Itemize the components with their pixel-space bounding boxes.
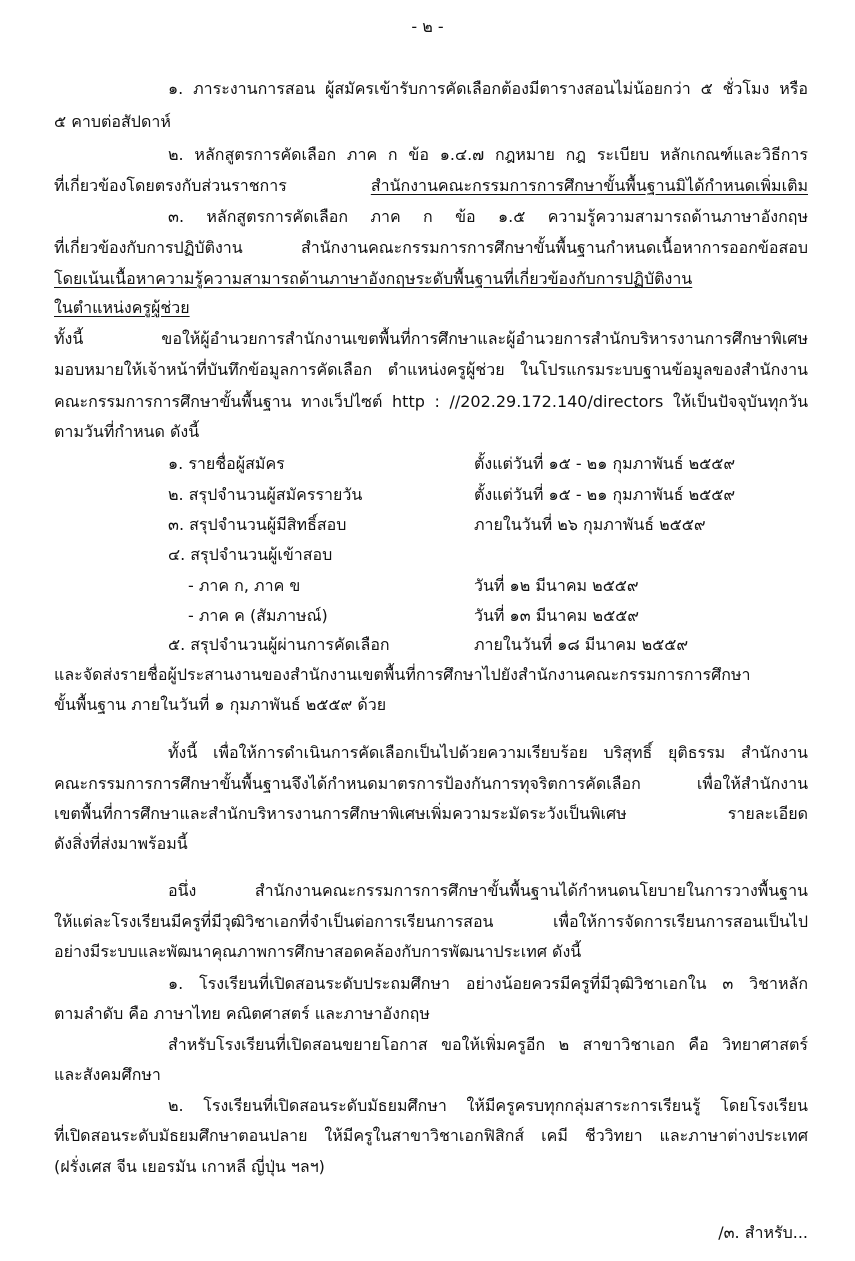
policy-1-line-2: ตามลำดับ คือ ภาษาไทย คณิตศาสตร์ และภาษาอังกฤษ — [54, 1004, 430, 1023]
item-2-line-2 — [54, 175, 808, 197]
para2-line-2: ขั้นพื้นฐาน ภายในวันที่ ๑ กุมภาพันธ์ ๒๕๕๙ ด้วย — [54, 695, 387, 714]
schedule-label-1: ๑. รายชื่อผู้สมัคร — [168, 454, 285, 473]
schedule-label-4: ๔. สรุปจำนวนผู้เข้าสอบ — [168, 545, 333, 564]
para4-line-2: ให้แต่ละโรงเรียนมีครูที่มีวุฒิวิชาเอกที่จำเป็นต่อการเรียนการสอน เพื่อให้การจัดการเรียนการสอนเป็นไป — [54, 912, 808, 931]
para1-line-2: มอบหมายให้เจ้าหน้าที่บันทึกข้อมูลการคัดเลือก ตำแหน่งครูผู้ช่วย ในโปรแกรมระบบฐานข้อมูลของสำนักงาน — [54, 360, 808, 379]
continuation-marker: /๓. สำหรับ... — [718, 1223, 808, 1242]
schedule-date-2: ตั้งแต่วันที่ ๑๕ - ๒๑ กุมภาพันธ์ ๒๕๕๙ — [474, 485, 736, 504]
para1-line-3: คณะกรรมการการศึกษาขั้นพื้นฐาน ทางเว็ปไซต์ http : //202.29.172.140/directors ให้เป็นปัจจุบันทุกวัน — [54, 392, 808, 411]
schedule-sub-date-1: วันที่ ๑๒ มีนาคม ๒๕๕๙ — [474, 576, 639, 595]
para4-line-1: อนึ่ง สำนักงานคณะกรรมการการศึกษาขั้นพื้นฐานได้กำหนดนโยบายในการวางพื้นฐาน — [168, 881, 808, 900]
schedule-date-3: ภายในวันที่ ๒๖ กุมภาพันธ์ ๒๕๕๙ — [474, 515, 706, 534]
item-2-line-2-text: ที่เกี่ยวข้องโดยตรงกับส่วนราชการ — [54, 176, 287, 195]
page-number: - ๒ - — [411, 17, 444, 36]
para1-line-4: ตามวันที่กำหนด ดังนี้ — [54, 422, 200, 441]
policy-1b-line-1: สำหรับโรงเรียนที่เปิดสอนขยายโอกาส ขอให้เพิ่มครูอีก ๒ สาขาวิชาเอก คือ วิทยาศาสตร์ — [168, 1035, 808, 1054]
item-3-line-4: ในตำแหน่งครูผู้ช่วย — [54, 298, 190, 317]
para2-line-1: และจัดส่งรายชื่อผู้ประสานงานของสำนักงานเขตพื้นที่การศึกษาไปยังสำนักงานคณะกรรมการการศึกษา — [54, 665, 751, 684]
para3-line-1: ทั้งนี้ เพื่อให้การดำเนินการคัดเลือกเป็นไปด้วยความเรียบร้อย บริสุทธิ์ ยุติธรรม สำนักงาน — [168, 743, 808, 762]
schedule-label-5: ๕. สรุปจำนวนผู้ผ่านการคัดเลือก — [168, 635, 390, 654]
schedule-sub-date-2: วันที่ ๑๓ มีนาคม ๒๕๕๙ — [474, 606, 640, 625]
item-3-line-1: ๓. หลักสูตรการคัดเลือก ภาค ก ข้อ ๑.๕ ความรู้ความสามารถด้านภาษาอังกฤษ — [168, 207, 808, 226]
item-2-line-1: ๒. หลักสูตรการคัดเลือก ภาค ก ข้อ ๑.๔.๗ กฎหมาย กฎ ระเบียบ หลักเกณฑ์และวิธีการ — [168, 145, 808, 164]
schedule-date-1: ตั้งแต่วันที่ ๑๕ - ๒๑ กุมภาพันธ์ ๒๕๕๙ — [474, 454, 736, 473]
policy-2-line-3: (ฝรั่งเศส จีน เยอรมัน เกาหลี ญี่ปุ่น ฯลฯ) — [54, 1157, 325, 1176]
policy-2-line-1: ๒. โรงเรียนที่เปิดสอนระดับมัธยมศึกษา ให้มีครูครบทุกกลุ่มสาระการเรียนรู้ โดยโรงเรียน — [168, 1096, 808, 1115]
para4-line-3: อย่างมีระบบและพัฒนาคุณภาพการศึกษาสอดคล้องกับการพัฒนาประเทศ ดังนี้ — [54, 942, 582, 961]
item-1-line-2: ๕ คาบต่อสัปดาห์ — [54, 112, 171, 131]
para3-line-2: คณะกรรมการการศึกษาขั้นพื้นฐานจึงได้กำหนดมาตรการป้องกันการทุจริตการคัดเลือก เพื่อให้สำนักงาน — [54, 774, 808, 793]
schedule-sub-label-1: - ภาค ก, ภาค ข — [188, 576, 301, 595]
item-3-line-3: โดยเน้นเนื้อหาความรู้ความสามารถด้านภาษาอังกฤษระดับพื้นฐานที่เกี่ยวข้องกับการปฏิบัติงาน — [54, 269, 693, 288]
schedule-date-5: ภายในวันที่ ๑๘ มีนาคม ๒๕๕๙ — [474, 635, 689, 654]
schedule-label-3: ๓. สรุปจำนวนผู้มีสิทธิ์สอบ — [168, 515, 347, 534]
para3-line-3: เขตพื้นที่การศึกษาและสำนักบริหารงานการศึกษาพิเศษเพิ่มความระมัดระวังเป็นพิเศษ รายละเอียด — [54, 804, 808, 823]
schedule-label-2: ๒. สรุปจำนวนผู้สมัครรายวัน — [168, 485, 363, 504]
para3-line-4: ดังสิ่งที่ส่งมาพร้อมนี้ — [54, 834, 188, 853]
para1-line-1: ทั้งนี้ ขอให้ผู้อำนวยการสำนักงานเขตพื้นที่การศึกษาและผู้อำนวยการสำนักบริหารงานการศึกษาพิเศษ — [54, 329, 808, 348]
item-2-underlined-text: สำนักงานคณะกรรมการการศึกษาขั้นพื้นฐานมิได้กำหนดเพิ่มเติม — [370, 176, 808, 195]
schedule-sub-label-2: - ภาค ค (สัมภาษณ์) — [188, 606, 328, 625]
policy-1b-line-2: และสังคมศึกษา — [54, 1065, 161, 1084]
policy-1-line-1: ๑. โรงเรียนที่เปิดสอนระดับประถมศึกษา อย่างน้อยควรมีครูที่มีวุฒิวิชาเอกใน ๓ วิชาหลัก — [168, 974, 808, 993]
item-1-line-1: ๑. ภาระงานการสอน ผู้สมัครเข้ารับการคัดเลือกต้องมีตารางสอนไม่น้อยกว่า ๕ ชั่วโมง หรือ — [168, 79, 808, 98]
policy-2-line-2: ที่เปิดสอนระดับมัธยมศึกษาตอนปลาย ให้มีครูในสาขาวิชาเอกฟิสิกส์ เคมี ชีววิทยา และภาษาต่างประเทศ — [54, 1126, 808, 1145]
item-3-line-2: ที่เกี่ยวข้องกับการปฏิบัติงาน สำนักงานคณะกรรมการการศึกษาขั้นพื้นฐานกำหนดเนื้อหาการออกข้อสอบ — [54, 238, 808, 257]
